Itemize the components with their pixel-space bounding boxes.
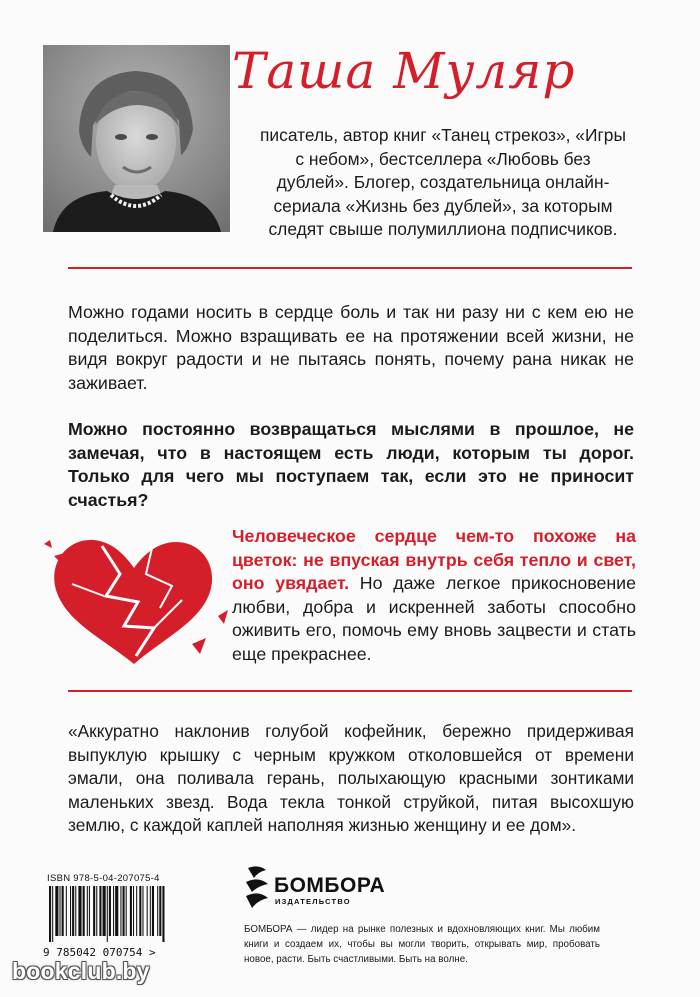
barcode-bar xyxy=(126,886,127,936)
barcode-bar xyxy=(72,886,74,936)
heart-paragraph-rest: Но даже легкое прикосновение любви, добра и искренней заботы способно оживить его, помочь ему вновь зацвести и стать еще прекраснее. xyxy=(232,573,636,664)
isbn-number: ISBN 978-5-04-207075-4 xyxy=(47,873,160,884)
isbn-barcode xyxy=(43,873,211,959)
divider-top xyxy=(68,267,632,269)
barcode-bar xyxy=(152,886,154,936)
barcode-bar xyxy=(123,886,125,936)
heart-paragraph-accent: Человеческое сердце чем-то похоже на цветок: не впуская внутрь себя тепло и свет, оно увядает. xyxy=(232,526,636,594)
barcode-bar xyxy=(147,886,148,936)
barcode-bar xyxy=(139,886,141,936)
barcode-bar xyxy=(133,886,134,936)
author-photo xyxy=(43,45,230,232)
publisher-block xyxy=(244,862,644,967)
barcode-bar xyxy=(78,886,81,936)
barcode-bar xyxy=(109,886,111,936)
barcode-bar xyxy=(66,886,67,936)
barcode-bar xyxy=(136,886,137,936)
barcode-bar xyxy=(96,886,97,936)
barcode-bar xyxy=(52,886,53,942)
barcode-bar xyxy=(89,886,90,936)
barcode-bar xyxy=(60,886,61,936)
barcode-bar xyxy=(49,886,51,942)
divider-bottom xyxy=(68,690,632,692)
author-bio: писатель, автор книг «Танец стрекоз», «Игры с небом», бестселлера «Любовь без дублей». Блогер, создательница онлайн-сериала «Жизнь без дублей», за которым следят свыше полумиллиона подписчиков. xyxy=(260,125,626,239)
barcode-bar xyxy=(120,886,121,936)
barcode-bar xyxy=(115,886,118,936)
watermark: bookclub.by xyxy=(12,958,150,984)
author-name-signature: Таша Муляр xyxy=(232,42,576,100)
heart-paragraph xyxy=(232,525,636,667)
paragraph-past-bold: Можно постоянно возвращаться мыслями в прошлое, не замечая, что в настоящем есть люди, которым ты дорог. Только для чего мы поступаем так, если это не приносит счастья? xyxy=(68,419,634,510)
barcode-bar xyxy=(87,886,88,936)
paragraph-pain: Можно годами носить в сердце боль и так ни разу ни с кем ею не поделиться. Можно взращивать ее на протяжении всей жизни, не видя вокруг радости и не пытаясь понять, почему рана никак не заживает. xyxy=(68,302,634,393)
book-quote: «Аккуратно наклонив голубой кофейник, бережно придерживая выпуклую крышку с черным кружком отколовшейся от времени эмали, она поливала герань, полыхающую красными зонтиками маленьких звезд. Вода текла тонкой струйкой, питая высохшую землю, с каждой каплей наполняя жизнью женщину и ее дом». xyxy=(68,721,634,836)
barcode-bar xyxy=(93,886,95,936)
barcode-bar xyxy=(150,886,151,936)
barcode-bar xyxy=(159,886,161,936)
barcode-digits: 9 785042 070754 > xyxy=(43,946,156,959)
publisher-logo xyxy=(244,862,644,914)
publisher-name: БОМБОРА xyxy=(274,874,386,897)
barcode-bars xyxy=(43,886,203,942)
barcode-bar xyxy=(103,886,106,936)
barcode-bar xyxy=(162,886,164,942)
barcode-bar xyxy=(107,886,108,942)
bombora-wave-icon xyxy=(244,862,270,912)
barcode-bar xyxy=(55,886,58,936)
barcode-bar xyxy=(142,886,143,936)
barcode-bar xyxy=(157,886,158,936)
barcode-bar xyxy=(130,886,132,936)
publisher-subtitle: ИЗДАТЕЛЬСТВО xyxy=(275,897,351,906)
barcode-bar xyxy=(62,886,64,936)
barcode-bar xyxy=(99,886,101,936)
barcode-bar xyxy=(113,886,114,936)
barcode-bar xyxy=(83,886,85,936)
publisher-description: БОМБОРА — лидер на рынке полезных и вдохновляющих книг. Мы любим книги и создаем их, чтобы вы могли творить, открывать мир, пробовать новое, расти. Быть счастливыми. Быть на волне. xyxy=(244,924,600,965)
broken-heart-icon xyxy=(42,526,230,666)
barcode-bar xyxy=(70,886,71,936)
barcode-bar xyxy=(75,886,76,936)
